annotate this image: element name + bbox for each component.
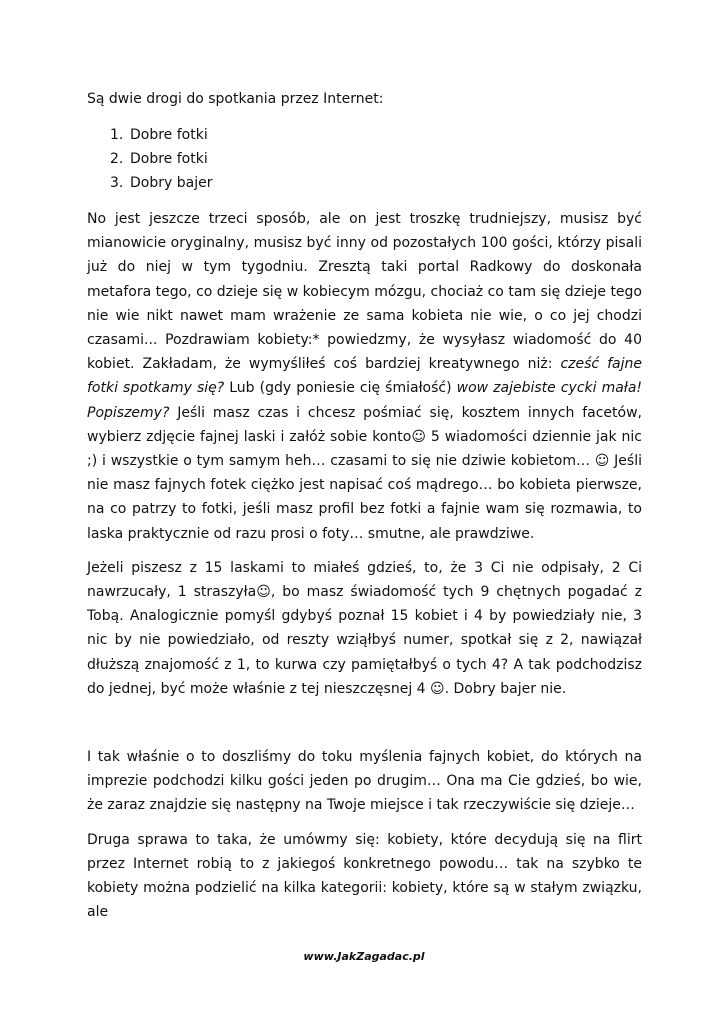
blank-line — [87, 711, 642, 745]
quoted-message: wow zajebiste cycki mała! Popiszemy? — [87, 380, 643, 421]
paragraph-text: Jeśli masz czas i chcesz pośmiać się, kosztem innych facetów, wybierz zdjęcie fajnej laski i załóż sobie konto☺ 5 wiadomości dziennie jak nic ;) i wszystkie o tym samym heh… czasami to się nie dziwie kobietom… ☺ Jeśli nie masz fajnych fotek ciężko jest napisać coś mądrego… bo kobieta pierwsze, na co patrzy to fotki, jeśli masz profil bez fotki a fajnie wam się rozmawia, to laska praktycznie od razu prosi o foty… smutne, ale prawdziwe. — [87, 404, 642, 542]
paragraph-second-matter: Druga sprawa to taka, że umówmy się: kobiety, które decydują się na flirt przez Internet robią to z jakiegoś konkretnego powodu… tak na szybko te kobiety można podzielić na kilka kategorii: kobiety, które są w stałym związku, ale — [87, 831, 642, 921]
paragraph-nice-women: I tak właśnie o to doszliśmy do toku myślenia fajnych kobiet, do których na imprezie podchodzi kilku gości jeden po drugim… Ona ma Cie gdzieś, bo wie, że zaraz znajdzie się następny na Twoje miejsce i tak rzeczywiście się dzieje… — [87, 749, 642, 814]
list-text: Dobre fotki — [130, 151, 208, 167]
paragraph-fifteen-girls: Jeżeli piszesz z 15 laskami to miałeś gdzieś, to, że 3 Ci nie odpisały, 2 Ci nawrzucały, 1 straszyła☺, bo masz świadomość tych 9 chętnych pogadać z Tobą. Analogicznie pomyśl gdybyś poznał 15 kobiet i 4 by powiedziały nie, 3 nic by nie powiedziało, od reszty wziąłbyś numer, spotkał się z 2, nawiązał dłuższą znajomość z 1, to kurwa czy pamiętałbyś o tych 4? A tak podchodzisz do jednej, być może właśnie z tej nieszczęsnej 4 ☺. Dobry bajer nie. — [87, 559, 642, 697]
list-number: 2. — [110, 151, 124, 167]
list-item — [110, 123, 642, 147]
list-number: 1. — [110, 127, 124, 143]
list-item — [110, 171, 642, 195]
list-text: Dobry bajer — [130, 175, 213, 191]
paragraph-text: Lub (gdy poniesie cię śmiałość) — [224, 380, 457, 397]
quoted-message: cześć fajne fotki spotkamy się? — [87, 356, 642, 397]
paragraph-third-way — [87, 207, 642, 546]
list-item — [110, 147, 642, 171]
list-number: 3. — [110, 175, 124, 191]
paragraph-text: No jest jeszcze trzeci sposób, ale on jest troszkę trudniejszy, musisz być mianowicie oryginalny, musisz być inny od pozostałych 100 gości, którzy pisali już do niej w tym tygodniu. Zresztą taki portal Radkowy do doskonała metafora tego, co dzieje się w kobiecym mózgu, chociaż co tam się dzieje tego nie wie nikt nawet mam wrażenie ze sama kobieta nie wie, o co jej chodzi czasami... Pozdrawiam kobiety:* powiedzmy, że wysyłasz wiadomość do 40 kobiet. Zakładam, że wymyśliłeś coś bardziej kreatywnego niż: — [87, 211, 642, 373]
numbered-list — [87, 123, 642, 195]
intro-text: Są dwie drogi do spotkania przez Internet: — [87, 91, 384, 107]
list-text: Dobre fotki — [130, 127, 208, 143]
footer-url: www.JakZagadac.pl — [303, 950, 425, 963]
